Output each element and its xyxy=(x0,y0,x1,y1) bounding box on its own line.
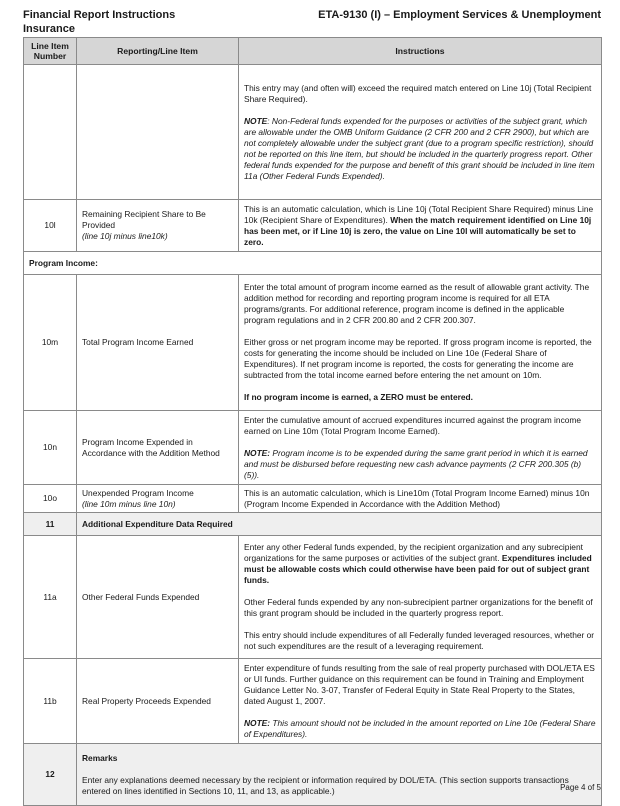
instruction-text: This is an automatic calculation, which is Line10m (Total Program Income Earned) minus 10n (Program Income Expended in Accordance with the Addition Method) xyxy=(244,487,590,509)
note-label: NOTE: xyxy=(244,447,271,458)
note-body: : Non-Federal funds expended for the purposes or activities of the subject grant, which are allowable under the OMB Uniform Guidance (2 CFR 200 and 2 CFR 2900), but which are not completely allowable under the subject grant (due to a program specific restriction), should not be reported on this line item, but should be included in the quarterly progress report. Other federal funds expended for the purpose and benefit of this grant should be included in line item 11a (Other Federal Funds Expended). xyxy=(244,115,595,181)
line-number: 11 xyxy=(24,513,77,536)
note-text xyxy=(244,116,596,182)
header-text: Line Item xyxy=(31,41,69,51)
section-label: Program Income: xyxy=(24,252,602,275)
instruction-text: This entry should include expenditures of all Federally funded leveraged resources, whether or not such expenditures are the result of a leveraging requirement. xyxy=(244,630,595,651)
line-item-label: Remaining Recipient Share to Be Provided xyxy=(82,209,206,230)
line-item xyxy=(77,485,239,513)
line-number: 11b xyxy=(24,659,77,744)
line-number: 10n xyxy=(24,411,77,485)
table-row xyxy=(24,485,602,513)
line-number: 10o xyxy=(24,485,77,513)
line-number: 12 xyxy=(24,744,77,806)
line-item-label: Unexpended Program Income xyxy=(82,487,194,498)
instruction-body: This is an automatic calculation, which is Line 10j (Total Recipient Share Required) minus Line 10k (Recipient Share of Expenditures). xyxy=(244,203,594,225)
table-row xyxy=(24,200,602,252)
instructions xyxy=(239,659,602,744)
instruction-emphasis: If no program income is earned, a ZERO must be entered. xyxy=(244,392,473,402)
instruction-text xyxy=(244,204,596,248)
instruction-text: Enter the cumulative amount of accrued expenditures incurred against the program income earned on Line 10m (Total Program Income Earned). xyxy=(244,414,582,436)
note-text xyxy=(244,718,596,740)
remarks-label: Remarks xyxy=(82,752,118,763)
instruction-text: Enter the total amount of program income earned as the result of allowable grant activity. The addition method for recording and reporting program income is required for all ETA programs/grants. For additional reference, program income is defined in the applicable program regulations and in 2 CFR 200.80 and 2 CFR 200.307. xyxy=(244,282,590,325)
instructions xyxy=(239,485,602,513)
table-header-row xyxy=(24,38,602,65)
line-item-formula: (line 10m minus line 10n) xyxy=(82,498,176,509)
instruction-text: Either gross or net program income may be reported. If gross program income is reported, the costs for generating the income should be included on Line 10e (Federal Share of Expenditures). If net program income is reported, the costs for generating the income are subtracted from the total income earned before entering the net amount on 10m. xyxy=(244,337,592,380)
table-row-remarks xyxy=(24,744,602,806)
section-row-11 xyxy=(24,513,602,536)
document-title-continued: Insurance xyxy=(23,23,75,35)
instructions xyxy=(239,536,602,659)
instructions-table xyxy=(23,37,602,806)
section-row-program-income xyxy=(24,252,602,275)
form-title: ETA-9130 (I) – Employment Services & Unemployment xyxy=(318,9,601,21)
instruction-text: Other Federal funds expended by any non-subrecipient partner organizations for the benefit of this grant program should be included in the quarterly progress report. xyxy=(244,597,593,618)
line-number: 10m xyxy=(24,275,77,411)
instructions xyxy=(77,744,602,806)
line-number: 11a xyxy=(24,536,77,659)
table-row xyxy=(24,275,602,411)
table-row xyxy=(24,659,602,744)
line-item-formula: (line 10j minus line10k) xyxy=(82,231,168,241)
line-item xyxy=(77,200,239,252)
note-body: Program income is to be expended during the same grant period in which it is earned and must be disbursed before requesting new cash advance payments (2 CFR 200.305 (b)(5)). xyxy=(244,447,588,480)
table-row xyxy=(24,65,602,200)
note-label: NOTE: xyxy=(244,717,271,728)
instructions xyxy=(239,411,602,485)
line-item: Total Program Income Earned xyxy=(77,275,239,411)
note-text xyxy=(244,448,596,481)
line-number xyxy=(24,65,77,200)
line-item: Program Income Expended in Accordance with the Addition Method xyxy=(77,411,239,485)
table-row xyxy=(24,536,602,659)
instructions xyxy=(239,200,602,252)
column-header-instructions: Instructions xyxy=(239,38,602,65)
page-number: Page 4 of 5 xyxy=(560,783,601,792)
instruction-emphasis: Expenditures included must be allowable costs which could otherwise have been paid for out of subject grant funds. xyxy=(244,553,592,585)
instruction-text: Enter any explanations deemed necessary by the recipient or information required by DOL/ETA. (This section supports transactions entered on lines identified in Sections 10, 11, and 13, as applicable.) xyxy=(82,774,569,796)
header-text: Number xyxy=(33,51,67,61)
note-label: NOTE xyxy=(244,115,268,126)
note-body: This amount should not be included in the amount reported on Line 10e (Federal Share of Expenditures). xyxy=(244,717,596,739)
document-title: Financial Report Instructions xyxy=(23,9,176,21)
instruction-text: Enter expenditure of funds resulting from the sale of real property purchased with DOL/ETA ES or UI funds. Further guidance on this requirement can be found in Training and Employment Guidance Letter No. 3-07, Transfer of Federal Equity in State Real Property to the States, dated August 1, 2007. xyxy=(244,662,595,706)
instruction-text xyxy=(244,542,596,586)
instruction-body: Enter any other Federal funds expended, by the recipient organization and any subrecipient organizations for the same purposes or activities of the subject grant. xyxy=(244,542,583,563)
instruction-emphasis: When the match requirement identified on Line 10j has been met, or if Line 10j is zero, the value on Line 10l will automatically be set to zero. xyxy=(244,214,592,247)
line-item xyxy=(77,65,239,200)
line-item: Real Property Proceeds Expended xyxy=(77,659,239,744)
section-label: Additional Expenditure Data Required xyxy=(77,513,602,536)
line-number: 10l xyxy=(24,200,77,252)
table-row xyxy=(24,411,602,485)
column-header-reporting-item: Reporting/Line Item xyxy=(77,38,239,65)
line-item: Other Federal Funds Expended xyxy=(77,536,239,659)
column-header-line-number xyxy=(24,38,77,65)
instructions xyxy=(239,275,602,411)
instruction-text: This entry may (and often will) exceed the required match entered on Line 10j (Total Recipient Share Required). xyxy=(244,82,592,104)
instructions xyxy=(239,65,602,200)
